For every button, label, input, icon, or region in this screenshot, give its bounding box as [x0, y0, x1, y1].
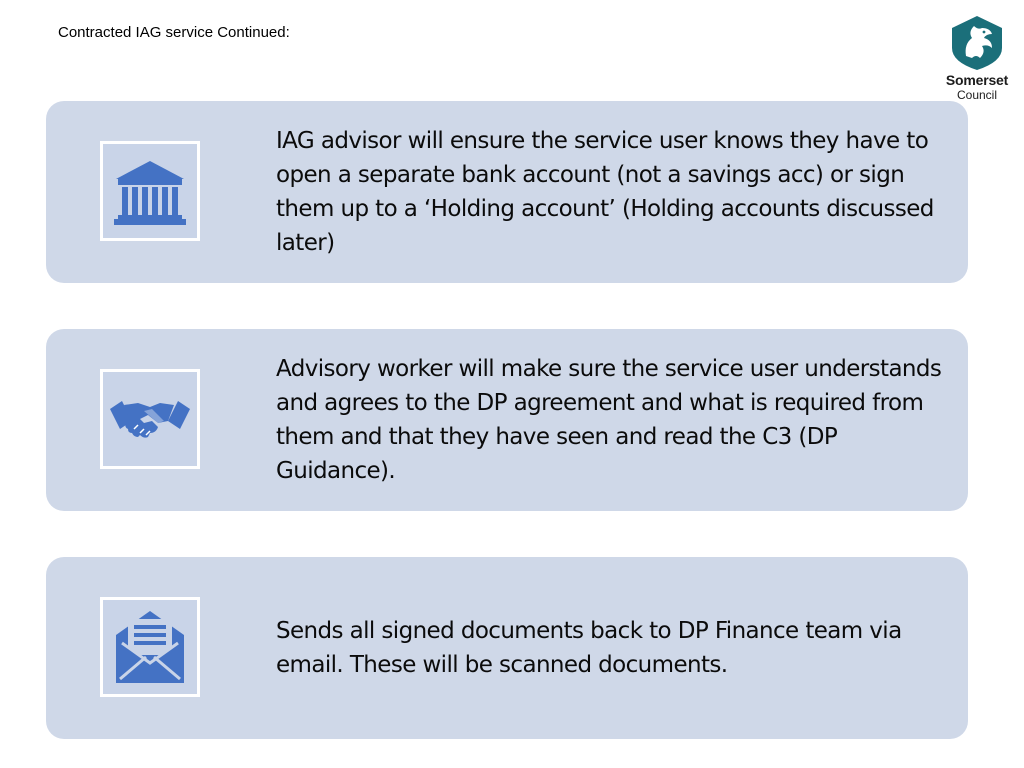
card-description: Sends all signed documents back to DP Finance team via email. These will be scanned documents. — [276, 618, 902, 678]
card-text — [276, 101, 956, 283]
card-description: Advisory worker will make sure the service user understands and agrees to the DP agreement and what is required from them and that they have seen and read the C3 (DP Guidance). — [276, 356, 942, 484]
icon-frame — [100, 141, 200, 241]
bank-icon — [108, 149, 192, 233]
logo-name: Somerset — [945, 72, 1009, 88]
icon-frame — [100, 369, 200, 469]
logo-subtitle: Council — [956, 88, 998, 102]
icon-frame — [100, 597, 200, 697]
somerset-council-logo — [934, 14, 1020, 104]
card-text — [276, 329, 956, 511]
info-card-dp-agreement — [46, 329, 968, 511]
handshake-icon — [108, 377, 192, 461]
card-text — [276, 557, 956, 739]
card-description: IAG advisor will ensure the service user knows they have to open a separate bank account (not a savings acc) or sign them up to a ‘Holding account’ (Holding accounts discussed later) — [276, 128, 934, 256]
info-card-send-documents — [46, 557, 968, 739]
open-envelope-icon — [108, 605, 192, 689]
page-title: Contracted IAG service Continued: — [58, 24, 290, 41]
dragon-logo-icon — [946, 14, 1008, 72]
info-card-bank-account — [46, 101, 968, 283]
